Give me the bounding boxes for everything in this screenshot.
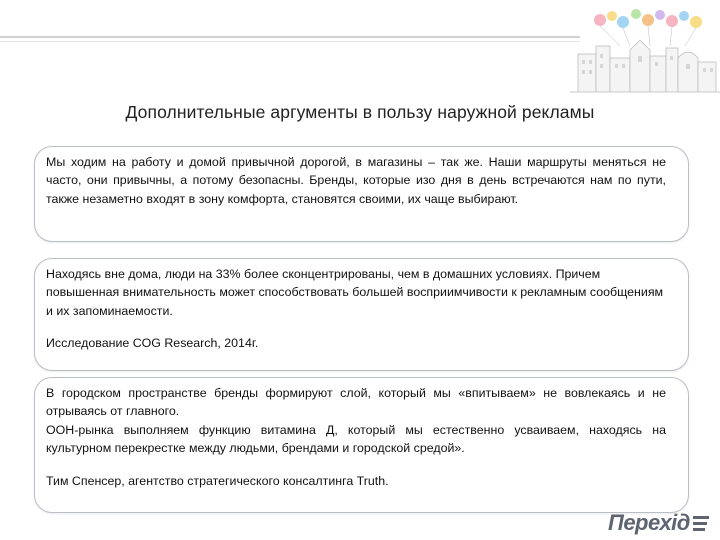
argument-card-urban-layer — [34, 377, 689, 513]
header-rule-bottom — [0, 41, 580, 42]
brand-logo-text: Перехід — [608, 510, 690, 535]
card-urban-text-1: В городском пространстве бренды формируют слой, который мы «впитываем» не вовлекаясь и не отрываясь от главного. — [46, 386, 666, 419]
brand-logo — [608, 508, 718, 538]
slide-title: Дополнительные аргументы в пользу наружной рекламы — [125, 102, 595, 122]
argument-card-routine — [34, 146, 689, 242]
cityscape-illustration — [560, 6, 720, 98]
card-urban-text-2: OOH-рынка выполняем функцию витамина Д, который мы естественно усваиваем, находясь на культурном перекрестке между людьми, брендами и городской средой». — [46, 422, 666, 456]
card-attention-text: Находясь вне дома, люди на 33% более сконцентрированы, чем в домашних условиях. Причем повышенная внимательность может способствовать большей восприимчивости к рекламным сообщениям и их запоминаемости. — [46, 267, 664, 318]
brand-logo-lines-icon — [693, 516, 709, 531]
card-urban-source: Тим Спенсер, агентство стратегического консалтинга Truth. — [46, 473, 389, 488]
card-attention-source: Исследование COG Research, 2014г. — [46, 336, 259, 351]
header-rule-top — [0, 36, 580, 38]
argument-card-attention — [34, 258, 689, 371]
card-routine-text: Мы ходим на работу и домой привычной дорогой, в магазины – так же. Наши маршруты меняться не часто, они привычны, а потому безопасны. Бренды, которые изо дня в день встречаются нам по пути, также незаметно входят в зону комфорта, становятся своими, их чаще выбирают. — [46, 155, 666, 206]
